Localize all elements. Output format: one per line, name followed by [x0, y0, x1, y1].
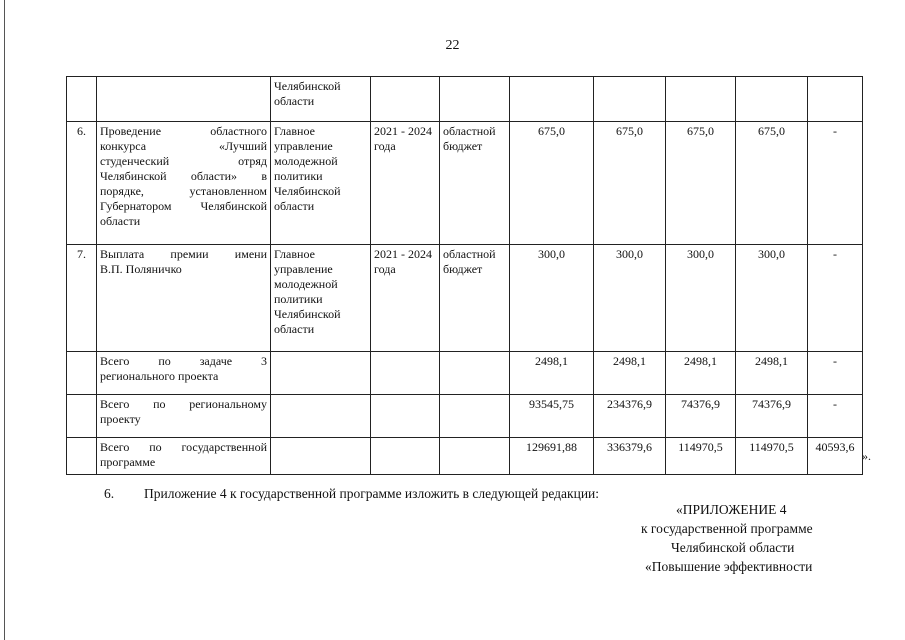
cell-source: [440, 352, 510, 395]
cell-value: [736, 77, 808, 122]
total-label: [97, 438, 271, 475]
value-5: -: [808, 395, 863, 438]
value-5: -: [808, 352, 863, 395]
period: 2021 - 2024 года: [371, 245, 440, 352]
value-2: 675,0: [594, 122, 666, 245]
table-row: [67, 122, 863, 245]
activity-name-last: В.П. Поляничко: [100, 262, 182, 276]
appendix-line: к государственной программе: [641, 521, 813, 536]
cell-value: [510, 77, 594, 122]
value-5: -: [808, 245, 863, 352]
value-4: 300,0: [736, 245, 808, 352]
cell-num: [67, 352, 97, 395]
funding-source: областной бюджет: [440, 245, 510, 352]
value-5: 40593,6: [808, 438, 863, 475]
numbered-paragraph: [104, 486, 599, 502]
total-label-last: программе: [100, 455, 156, 469]
responsible-body: Главное управление молодежной политики Челябинской области: [271, 122, 371, 245]
value-3: 300,0: [666, 245, 736, 352]
cell-num: [67, 395, 97, 438]
total-label-text: Всего по государственной: [100, 440, 267, 454]
paragraph-text: Приложение 4 к государственной программе изложить в следующей редакции:: [144, 486, 600, 501]
value-4: 114970,5: [736, 438, 808, 475]
page-left-edge: [4, 0, 5, 640]
value-5: -: [808, 122, 863, 245]
cell-responsible: [271, 438, 371, 475]
cell-value: [808, 77, 863, 122]
responsible-body: Главное управление молодежной политики Челябинской области: [271, 245, 371, 352]
program-table: [66, 76, 863, 475]
activity-name: [97, 122, 271, 245]
cell-period: [371, 77, 440, 122]
cell-responsible: [271, 352, 371, 395]
cell-source: [440, 395, 510, 438]
cell-num: [67, 438, 97, 475]
total-label-text: Всего по региональному: [100, 397, 267, 411]
funding-source: областной бюджет: [440, 122, 510, 245]
value-3: 114970,5: [666, 438, 736, 475]
value-3: 2498,1: [666, 352, 736, 395]
cell-period: [371, 395, 440, 438]
total-label-last: проекту: [100, 412, 141, 426]
value-3: 74376,9: [666, 395, 736, 438]
appendix-title: «ПРИЛОЖЕНИЕ 4: [676, 502, 787, 517]
paragraph-number: 6.: [104, 486, 115, 501]
value-1: 129691,88: [510, 438, 594, 475]
appendix-line: «Повышение эффективности: [645, 559, 813, 574]
cell-source: [440, 77, 510, 122]
total-label-last: регионального проекта: [100, 369, 219, 383]
cell-source: [440, 438, 510, 475]
value-1: 2498,1: [510, 352, 594, 395]
table-row-continuation: [67, 77, 863, 122]
row-number: 6.: [67, 122, 97, 245]
table-row-total: [67, 352, 863, 395]
page-number: 22: [445, 38, 460, 53]
row-number: 7.: [67, 245, 97, 352]
value-3: 675,0: [666, 122, 736, 245]
value-4: 675,0: [736, 122, 808, 245]
value-4: 2498,1: [736, 352, 808, 395]
period: 2021 - 2024 года: [371, 122, 440, 245]
cell-period: [371, 352, 440, 395]
cell-responsible: Челябинской области: [271, 77, 371, 122]
value-1: 93545,75: [510, 395, 594, 438]
table-row-total: [67, 438, 863, 475]
value-2: 336379,6: [594, 438, 666, 475]
activity-name-last: области: [100, 214, 141, 228]
value-1: 300,0: [510, 245, 594, 352]
table-row: [67, 245, 863, 352]
total-label-text: Всего по задаче 3: [100, 354, 267, 368]
cell-responsible: [271, 395, 371, 438]
cell-value: [666, 77, 736, 122]
value-2: 300,0: [594, 245, 666, 352]
cell-num: [67, 77, 97, 122]
total-label: [97, 395, 271, 438]
activity-name-text: Выплата премии имени: [100, 247, 267, 261]
cell-period: [371, 438, 440, 475]
value-2: 234376,9: [594, 395, 666, 438]
value-1: 675,0: [510, 122, 594, 245]
cell-name: [97, 77, 271, 122]
closing-quote-mark: ».: [862, 449, 871, 463]
cell-value: [594, 77, 666, 122]
total-label: [97, 352, 271, 395]
activity-name-text: Проведение областного конкурса «Лучший студенческий отряд Челябинской области» в порядке, установленном Губернатором Челябинской: [100, 124, 267, 213]
table-row-total: [67, 395, 863, 438]
appendix-line: Челябинской области: [671, 540, 795, 555]
value-4: 74376,9: [736, 395, 808, 438]
activity-name: [97, 245, 271, 352]
value-2: 2498,1: [594, 352, 666, 395]
